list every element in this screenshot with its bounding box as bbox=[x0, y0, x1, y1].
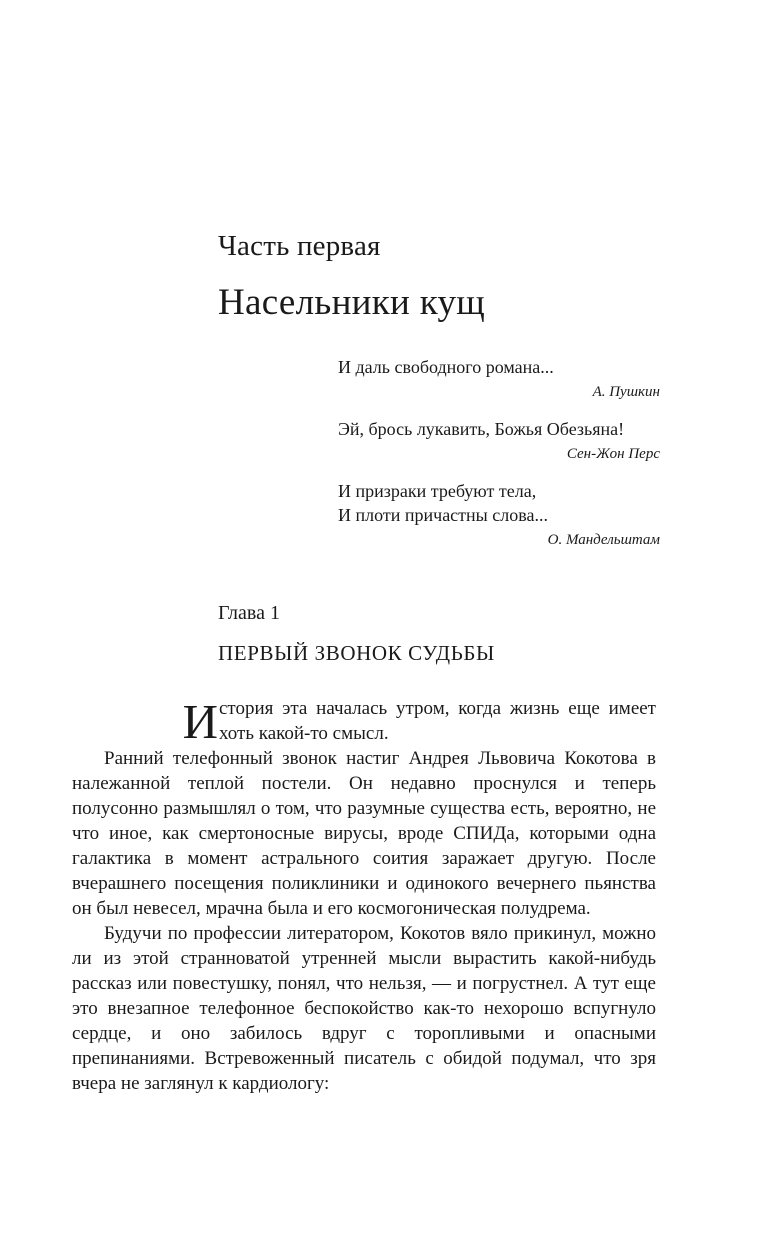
epigraph-author: Сен-Жон Перс bbox=[566, 446, 660, 462]
paragraph: Будучи по профессии литератором, Кокотов вяло прикинул, можно ли из этой странноватой утренней мысли вырастить какой-нибудь рассказ или повестушку, понял, что нельзя, — и погрустнел. А тут еще это внезапное телефонное беспокойство как-то нехорошо вспугнуло сердце, и оно забилось вдруг с торопливыми и опасными препинаниями. Встревоженный писатель с обидой подумал, что зря вчера не заглянул к кардиологу: bbox=[72, 923, 656, 1094]
epigraphs bbox=[338, 355, 660, 565]
paragraph: Ранний телефонный звонок настиг Андрея Львовича Кокотова в належанной теплой постели. Он недавно проснулся и теперь полусонно размышлял о том, что разумные существа есть, вероятно, не что иное, как смертоносные вирусы, вроде СПИДа, которыми одна галактика в момент астрального соития заражает другую. После вчерашнего посещения поликлиники и одинокого вечернего пьянства он был невесел, мрачна была и его космогоническая полудрема. bbox=[72, 748, 656, 919]
drop-cap: И bbox=[182, 694, 218, 749]
epigraph bbox=[338, 417, 660, 465]
paragraph-text: стория эта началась утром, когда жизнь еще имеет хоть какой-то смысл. bbox=[219, 698, 656, 744]
body-text bbox=[72, 696, 656, 1096]
part-label: Часть первая bbox=[218, 230, 381, 262]
epigraph-line: Эй, брось лукавить, Божья Обезьяна! bbox=[338, 419, 625, 439]
paragraph bbox=[72, 694, 656, 749]
epigraph-line: И даль свободного романа... bbox=[338, 357, 554, 377]
epigraph-line: И призраки требуют тела, bbox=[338, 481, 537, 501]
epigraph-line: И плоти причастны слова... bbox=[338, 505, 548, 525]
chapter-title: ПЕРВЫЙ ЗВОНОК СУДЬБЫ bbox=[218, 641, 495, 665]
epigraph-author: О. Мандельштам bbox=[547, 532, 660, 548]
part-title: Насельники кущ bbox=[218, 282, 486, 323]
epigraph bbox=[338, 355, 660, 403]
chapter-number: Глава 1 bbox=[218, 602, 280, 624]
epigraph bbox=[338, 479, 660, 551]
epigraph-author: А. Пушкин bbox=[592, 384, 660, 400]
